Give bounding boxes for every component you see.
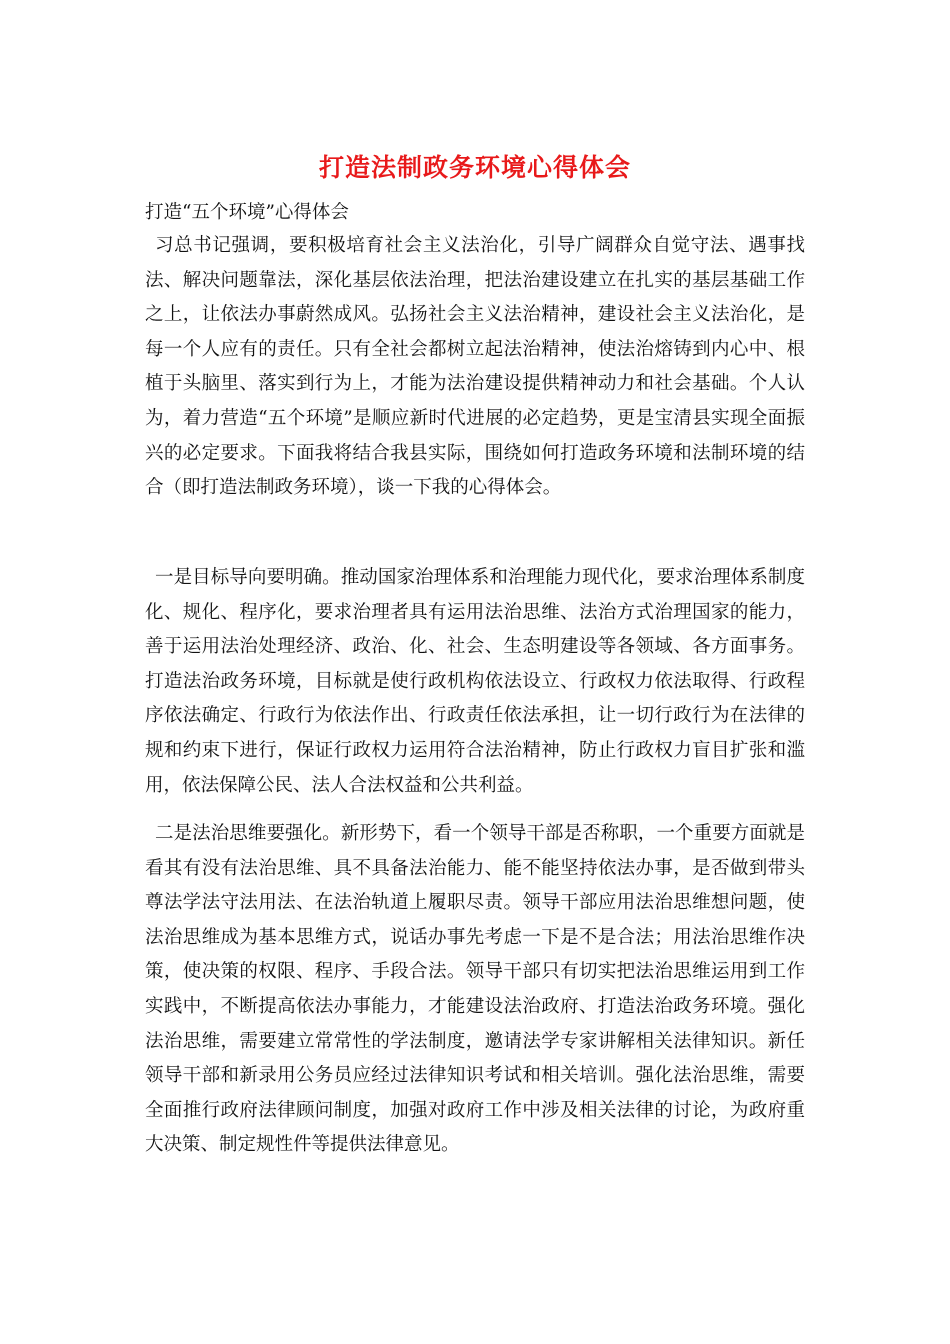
document-title: 打造法制政务环境心得体会 <box>318 153 631 182</box>
document-subtitle: 打造“五个环境”心得体会 <box>145 202 349 223</box>
paragraph-goal-orientation: 一是目标导向要明确。推动国家治理体系和治理能力现代化，要求治理体系制度化、规化、程序化，要求治理者具有运用法治思维、法治方式治理国家的能力，善于运用法治处理经济、政治、化、社会、生态明建设等各领域、各方面事务。打造法治政务环境，目标就是使行政机构依法设立、行政权力依法取得、行政程序依法确定、行政行为依法作出、行政责任依法承担，让一切行政行为在法律的规和约束下进行，保证行政权力运用符合法治精神，防止行政权力盲目扩张和滥用，依法保障公民、法人合法权益和公共利益。 <box>145 567 805 796</box>
paragraph-intro: 习总书记强调，要积极培育社会主义法治化，引导广阔群众自觉守法、遇事找法、解决问题靠法，深化基层依法治理，把法治建设建立在扎实的基层基础工作之上，让依法办事蔚然成风。弘扬社会主义法治精神，建设社会主义法治化，是每一个人应有的责任。只有全社会都树立起法治精神，使法治熔铸到内心中、根植于头脑里、落实到行为上，才能为法治建设提供精神动力和社会基础。个人认为，着力营造“五个环境”是顺应新时代进展的必定趋势，更是宝清县实现全面振兴的必定要求。下面我将结合我县实际，围绕如何打造政务环境和法制环境的结合（即打造法制政务环境），谈一下我的心得体会。 <box>145 235 805 499</box>
paragraph-rule-of-law-thinking: 二是法治思维要强化。新形势下，看一个领导干部是否称职，一个重要方面就是看其有没有法治思维、具不具备法治能力、能不能坚持依法办事，是否做到带头尊法学法守法用法、在法治轨道上履职尽责。领导干部应用法治思维想问题，使法治思维成为基本思维方式，说话办事先考虑一下是不是合法；用法治思维作决策，使决策的权限、程序、手段合法。领导干部只有切实把法治思维运用到工作实践中，不断提高依法办事能力，才能建设法治政府、打造法治政务环境。强化法治思维，需要建立常常性的学法制度，邀请法学专家讲解相关法律知识。新任领导干部和新录用公务员应经过法律知识考试和相关培训。强化法治思维，需要全面推行政府法律顾问制度，加强对政府工作中涉及相关法律的讨论，为政府重大决策、制定规性件等提供法律意见。 <box>145 823 805 1156</box>
